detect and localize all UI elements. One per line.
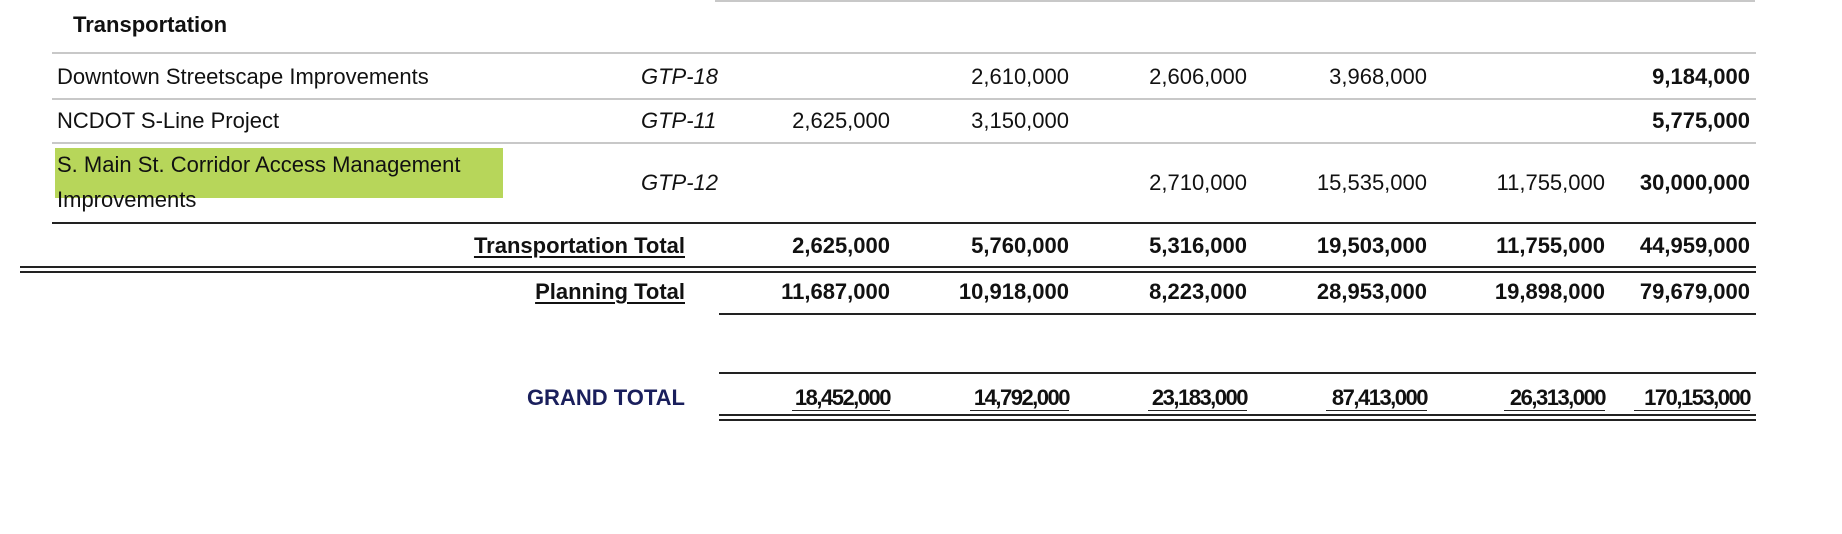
grand-total-underline xyxy=(1504,410,1605,411)
planning-total-value: 10,918,000 xyxy=(958,279,1069,304)
transportation-total-label: Transportation Total xyxy=(473,233,685,258)
row-total: 9,184,000 xyxy=(1652,64,1750,89)
row-divider xyxy=(52,142,1756,144)
row-value: 2,610,000 xyxy=(971,64,1069,89)
row-value: 15,535,000 xyxy=(1316,170,1427,195)
grand-total-value: 26,313,000 xyxy=(1509,385,1605,410)
grand-total-value: 170,153,000 xyxy=(1644,385,1750,410)
row-value: 2,606,000 xyxy=(1149,64,1247,89)
transportation-total-value: 44,959,000 xyxy=(1639,233,1750,258)
row-value: 2,625,000 xyxy=(792,108,890,133)
transportation-total-value: 2,625,000 xyxy=(792,233,890,258)
top-rule xyxy=(715,0,1755,2)
row-name-line1: S. Main St. Corridor Access Management xyxy=(57,152,461,177)
row-name: Downtown Streetscape Improvements xyxy=(57,64,429,89)
grand-total-underline xyxy=(970,410,1069,411)
planning-total-value: 8,223,000 xyxy=(1149,279,1247,304)
planning-total-value: 19,898,000 xyxy=(1494,279,1605,304)
planning-total-value: 79,679,000 xyxy=(1639,279,1750,304)
row-name: NCDOT S-Line Project xyxy=(57,108,280,133)
grand-total-value: 87,413,000 xyxy=(1331,385,1427,410)
row-divider xyxy=(52,98,1756,100)
transportation-total-value: 19,503,000 xyxy=(1316,233,1427,258)
section-title: Transportation xyxy=(73,12,228,37)
planning-total-label: Planning Total xyxy=(535,279,685,304)
row-name-line2: Improvements xyxy=(57,187,197,212)
row-code: GTP-18 xyxy=(641,64,719,89)
row-code: GTP-11 xyxy=(641,108,717,133)
grand-total-value: 18,452,000 xyxy=(794,385,890,410)
row-value: 11,755,000 xyxy=(1496,170,1605,195)
grand-total-underline xyxy=(792,410,890,411)
grand-total-underline xyxy=(1326,410,1427,411)
transportation-total-value: 5,316,000 xyxy=(1149,233,1247,258)
grand-total-underline xyxy=(1634,410,1750,411)
transportation-total-value: 5,760,000 xyxy=(971,233,1069,258)
planning-total-value: 11,687,000 xyxy=(781,279,890,304)
subtotal-rule xyxy=(52,222,1756,224)
planning-total-rule xyxy=(719,313,1756,315)
row-value: 3,150,000 xyxy=(971,108,1069,133)
planning-total-value: 28,953,000 xyxy=(1316,279,1427,304)
grand-total-value: 23,183,000 xyxy=(1151,385,1247,410)
grand-total-label: GRAND TOTAL xyxy=(526,385,685,410)
row-code: GTP-12 xyxy=(641,170,719,195)
double-rule-top xyxy=(20,266,1756,268)
grand-total-double-rule-top xyxy=(719,414,1756,416)
section-divider xyxy=(52,52,1756,54)
grand-total-double-rule-bottom xyxy=(719,419,1756,421)
row-value: 2,710,000 xyxy=(1149,170,1247,195)
double-rule-bottom xyxy=(20,271,1756,273)
grand-total-top-rule xyxy=(719,372,1756,374)
grand-total-underline xyxy=(1148,410,1247,411)
transportation-total-value: 11,755,000 xyxy=(1496,233,1605,258)
grand-total-value: 14,792,000 xyxy=(973,385,1069,410)
row-total: 30,000,000 xyxy=(1639,170,1750,195)
row-value: 3,968,000 xyxy=(1329,64,1427,89)
row-total: 5,775,000 xyxy=(1652,108,1750,133)
